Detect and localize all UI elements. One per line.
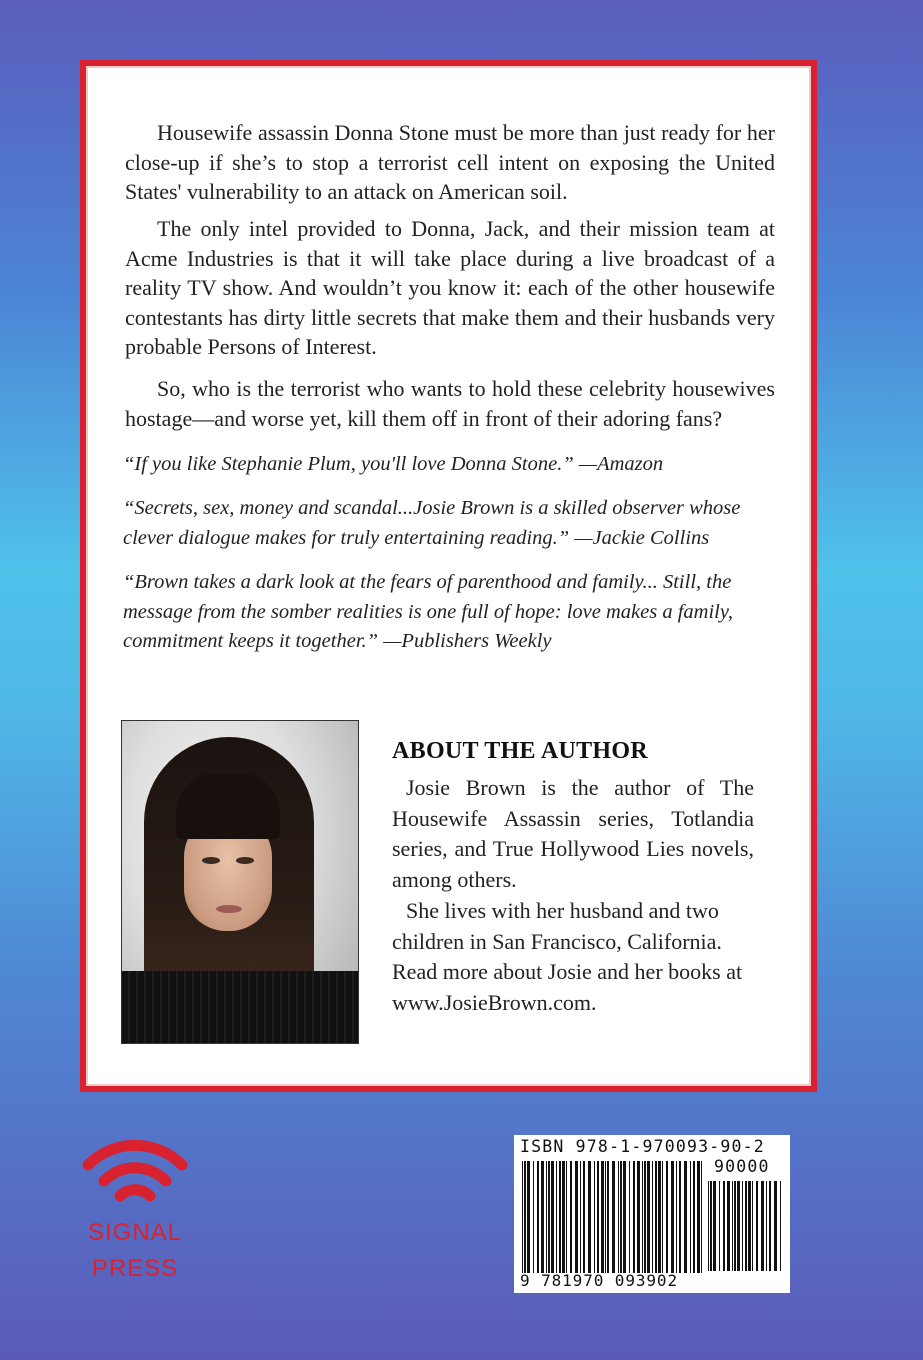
barcode-bar bbox=[697, 1161, 700, 1273]
barcode-bar bbox=[690, 1161, 691, 1273]
barcode-bar bbox=[575, 1161, 578, 1273]
barcode-bar bbox=[662, 1161, 663, 1273]
barcode-bar bbox=[642, 1161, 643, 1273]
barcode-bar bbox=[748, 1181, 751, 1271]
barcode-bar bbox=[644, 1161, 646, 1273]
barcode-bar bbox=[745, 1181, 747, 1271]
barcode-bar bbox=[693, 1161, 695, 1273]
barcode-bar bbox=[612, 1161, 615, 1273]
barcode-bar bbox=[637, 1161, 640, 1273]
barcode-bar bbox=[647, 1161, 650, 1273]
barcode-bar bbox=[601, 1161, 604, 1273]
price-code: 90000 bbox=[714, 1157, 770, 1176]
blurb-paragraph-1: Housewife assassin Donna Stone must be more than just ready for her close-up if she’s to stop a terrorist cell intent on exposing the United States' vulnerability to an attack on American soil. bbox=[125, 120, 775, 204]
barcode-bar bbox=[708, 1181, 709, 1271]
barcode-bar bbox=[742, 1181, 743, 1271]
barcode-bar bbox=[522, 1161, 523, 1273]
barcode-bar bbox=[766, 1181, 767, 1271]
barcode-bar bbox=[737, 1181, 740, 1271]
blurb-paragraph-2: The only intel provided to Donna, Jack, and their mission team at Acme Industries is that it will take place during a live broadcast of a reality TV show. And wouldn’t you know it: each of the other housewife contestants has dirty little secrets that make them and their husbands very probable Persons of Interest. bbox=[125, 216, 775, 359]
barcode-bar bbox=[671, 1161, 674, 1273]
barcode-bar bbox=[597, 1161, 599, 1273]
barcode-bar bbox=[556, 1161, 557, 1273]
ean-digits: 9 781970 093902 bbox=[520, 1271, 678, 1290]
barcode-bar bbox=[533, 1161, 534, 1273]
barcode-bar bbox=[559, 1161, 561, 1273]
quote-attribution: —Jackie Collins bbox=[574, 526, 710, 549]
barcode-bar bbox=[655, 1161, 657, 1273]
about-author-heading: ABOUT THE AUTHOR bbox=[392, 738, 648, 764]
review-quote-1 bbox=[123, 450, 783, 480]
barcode-bar bbox=[620, 1161, 622, 1273]
review-quote-3 bbox=[123, 568, 783, 657]
barcode-bar bbox=[774, 1181, 777, 1271]
barcode-bar bbox=[727, 1181, 730, 1271]
barcode-bar bbox=[676, 1161, 677, 1273]
review-quote-2 bbox=[123, 494, 783, 553]
blurb-paragraph-3: So, who is the terrorist who wants to hold these celebrity housewives hostage—and worse yet, kill them off in front of their adoring fans? bbox=[125, 376, 775, 431]
barcode-bar bbox=[723, 1181, 725, 1271]
barcode-bar bbox=[684, 1161, 687, 1273]
barcode-bar bbox=[658, 1161, 661, 1273]
author-photo bbox=[121, 720, 359, 1044]
wifi-signal-icon bbox=[80, 1135, 190, 1215]
publisher-name-line-2: PRESS bbox=[91, 1255, 179, 1282]
quote-attribution: —Amazon bbox=[578, 453, 664, 475]
isbn-label: ISBN 978-1-970093-90-2 bbox=[520, 1137, 765, 1156]
barcode-bar bbox=[666, 1161, 668, 1273]
barcode-bar bbox=[551, 1161, 554, 1273]
barcode-bar bbox=[710, 1181, 712, 1271]
barcode-bar bbox=[583, 1161, 585, 1273]
barcode-bar bbox=[580, 1161, 581, 1273]
barcode-bar bbox=[713, 1181, 716, 1271]
quote-text: “If you like Stephanie Plum, you'll love Donna Stone.” bbox=[123, 453, 574, 475]
quote-attribution: —Publishers Weekly bbox=[383, 630, 552, 652]
barcode-bar bbox=[629, 1161, 630, 1273]
photo-eye-right bbox=[236, 857, 254, 864]
barcode-bar bbox=[605, 1161, 606, 1273]
barcode-bar bbox=[679, 1161, 681, 1273]
barcode-bar bbox=[769, 1181, 771, 1271]
barcode-bar bbox=[546, 1161, 547, 1273]
barcode-bar bbox=[588, 1161, 591, 1273]
publisher-logo bbox=[80, 1135, 190, 1285]
barcode-bar bbox=[701, 1161, 702, 1273]
barcode-bar bbox=[548, 1161, 550, 1273]
barcode-bar bbox=[618, 1161, 619, 1273]
barcode-bar bbox=[752, 1181, 753, 1271]
barcode-bar bbox=[761, 1181, 764, 1271]
photo-lips bbox=[216, 905, 242, 913]
barcode-bar bbox=[633, 1161, 635, 1273]
barcode-bar bbox=[570, 1161, 572, 1273]
photo-eye-left bbox=[202, 857, 220, 864]
barcode-bar bbox=[732, 1181, 733, 1271]
author-bio-paragraph-1: Josie Brown is the author of The Housewife Assassin series, Totlandia series, and True Hollywood Lies novels, among others. bbox=[392, 775, 754, 892]
barcode-bar bbox=[562, 1161, 565, 1273]
barcode-bar bbox=[594, 1161, 595, 1273]
author-bio-paragraph-2: She lives with her husband and two children in San Francisco, California. Read more about Josie and her books at www.JosieBrown.com. bbox=[392, 898, 743, 1015]
barcode-bar bbox=[566, 1161, 567, 1273]
barcode-bar bbox=[623, 1161, 626, 1273]
publisher-name-line-1: SIGNAL bbox=[87, 1219, 183, 1246]
barcode-bar bbox=[541, 1161, 544, 1273]
photo-bangs bbox=[176, 773, 280, 839]
barcode-addon-bars bbox=[708, 1181, 784, 1271]
barcode-bar bbox=[652, 1161, 653, 1273]
barcode-bar bbox=[734, 1181, 736, 1271]
barcode-bar bbox=[780, 1181, 781, 1271]
barcode-bar bbox=[607, 1161, 609, 1273]
quote-text: “Brown takes a dark look at the fears of parenthood and family... Still, the message from the somber realities is one full of hope: love makes a family, commitment keeps it together.” bbox=[123, 571, 733, 652]
barcode-bar bbox=[756, 1181, 758, 1271]
barcode-bar bbox=[719, 1181, 720, 1271]
barcode-bars bbox=[522, 1161, 704, 1273]
photo-jacket bbox=[122, 971, 358, 1044]
barcode-bar bbox=[527, 1161, 530, 1273]
barcode-bar bbox=[537, 1161, 539, 1273]
quote-text: “Secrets, sex, money and scandal...Josie Brown is a skilled observer whose clever dialogue makes for truly entertaining reading.” bbox=[123, 497, 741, 549]
back-cover-panel bbox=[80, 60, 817, 1092]
barcode-bar bbox=[524, 1161, 526, 1273]
isbn-barcode bbox=[514, 1135, 790, 1293]
